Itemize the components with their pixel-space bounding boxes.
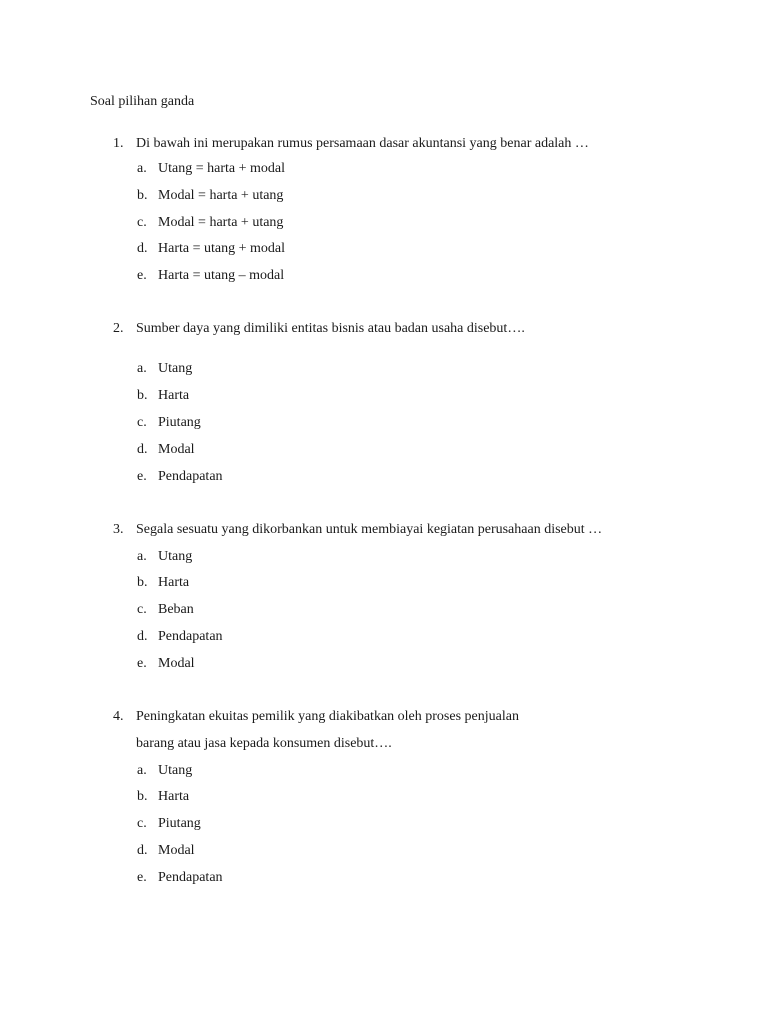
question-text: Sumber daya yang dimiliki entitas bisnis atau badan usaha disebut…. xyxy=(136,321,525,336)
option-letter: b. xyxy=(137,188,148,203)
option-text: Piutang xyxy=(158,816,201,831)
option-text: Beban xyxy=(158,602,194,617)
option-letter: b. xyxy=(137,388,148,403)
option-text: Harta xyxy=(158,789,190,804)
option-letter: b. xyxy=(137,575,148,590)
question-text: Peningkatan ekuitas pemilik yang diakibatkan oleh proses penjualan xyxy=(136,709,519,724)
option-letter: c. xyxy=(137,415,147,430)
option-letter: a. xyxy=(137,549,147,564)
question-number: 4. xyxy=(113,709,124,724)
option-letter: e. xyxy=(137,870,147,885)
option-text: Modal xyxy=(158,656,195,671)
option-text: Harta xyxy=(158,575,190,590)
option-letter: a. xyxy=(137,763,147,778)
option-text: Utang xyxy=(158,361,193,376)
page-title: Soal pilihan ganda xyxy=(90,94,195,109)
question-number: 3. xyxy=(113,522,124,537)
option-letter: e. xyxy=(137,469,147,484)
option-letter: c. xyxy=(137,816,147,831)
option-text: Utang xyxy=(158,763,193,778)
question-number: 2. xyxy=(113,321,124,336)
option-letter: d. xyxy=(137,843,148,858)
option-text: Piutang xyxy=(158,415,201,430)
option-letter: a. xyxy=(137,361,147,376)
question-text-continued: barang atau jasa kepada konsumen disebut…. xyxy=(136,736,392,751)
option-text: Utang xyxy=(158,549,193,564)
option-letter: c. xyxy=(137,602,147,617)
option-letter: d. xyxy=(137,241,148,256)
option-text: Modal xyxy=(158,843,195,858)
option-text: Pendapatan xyxy=(158,629,223,644)
option-text: Pendapatan xyxy=(158,870,223,885)
option-text: Modal = harta + utang xyxy=(158,188,284,203)
question-text: Segala sesuatu yang dikorbankan untuk membiayai kegiatan perusahaan disebut … xyxy=(136,522,603,537)
option-text: Harta = utang – modal xyxy=(158,268,285,283)
option-text: Harta xyxy=(158,388,190,403)
question-text: Di bawah ini merupakan rumus persamaan dasar akuntansi yang benar adalah … xyxy=(136,136,589,151)
option-text: Modal xyxy=(158,442,195,457)
option-text: Pendapatan xyxy=(158,469,223,484)
question-number: 1. xyxy=(113,136,124,151)
option-text: Modal = harta + utang xyxy=(158,215,284,230)
option-letter: d. xyxy=(137,442,148,457)
option-text: Harta = utang + modal xyxy=(158,241,285,256)
option-letter: e. xyxy=(137,268,147,283)
option-letter: a. xyxy=(137,161,147,176)
option-letter: c. xyxy=(137,215,147,230)
option-text: Utang = harta + modal xyxy=(158,161,285,176)
option-letter: e. xyxy=(137,656,147,671)
option-letter: b. xyxy=(137,789,148,804)
option-letter: d. xyxy=(137,629,148,644)
